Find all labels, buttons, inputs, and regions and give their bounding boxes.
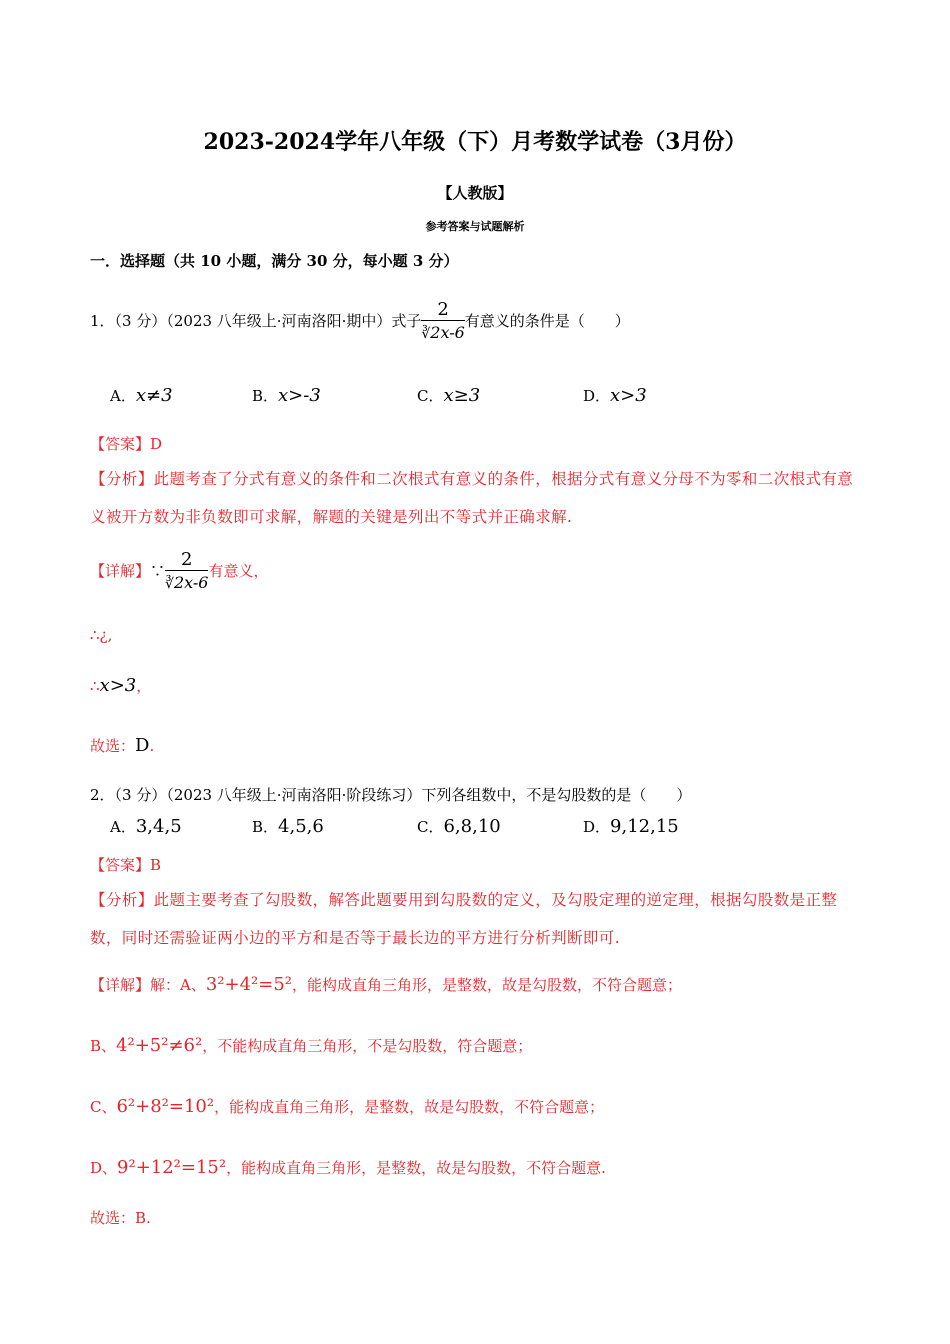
- answer-value: B: [150, 856, 162, 874]
- detail-prefix: C、: [90, 1098, 117, 1116]
- option-value: 3,4,5: [135, 816, 182, 837]
- option-label: D．: [583, 387, 611, 405]
- q2-detail-c: [90, 1096, 604, 1117]
- detail-math: 6²+8²=10²: [116, 1096, 215, 1117]
- answer-value: D: [150, 435, 163, 453]
- detail-text: ，能构成直角三角形，是整数，故是勾股数，不符合题意；: [214, 1098, 605, 1116]
- detail-prefix: D、: [90, 1159, 118, 1177]
- option-value: x>-3: [278, 385, 321, 406]
- option-label: C．: [417, 818, 444, 836]
- answer-label: 【答案】: [90, 435, 151, 453]
- q1-option-c: [417, 385, 480, 406]
- fraction-denominator: 2x-6: [173, 573, 209, 592]
- q1-detail: [90, 550, 268, 594]
- q1-choose: [90, 735, 154, 756]
- q2-analysis: [90, 881, 865, 957]
- cube-root-icon: ∛: [421, 326, 431, 342]
- analysis-label: 【分析】: [90, 891, 154, 909]
- fraction-numerator: 2: [437, 299, 449, 320]
- q1-analysis: [90, 460, 865, 536]
- option-label: A．: [110, 387, 136, 405]
- detail-math: 9²+12²=15²: [117, 1157, 227, 1178]
- q1-answer: [90, 433, 162, 454]
- section-heading: 一．选择题（共 10 小题，满分 30 分，每小题 3 分）: [90, 252, 459, 270]
- q2-answer: [90, 854, 161, 875]
- option-value: x≠3: [135, 385, 173, 406]
- q1-step-2: [90, 675, 151, 696]
- choose-value: D: [135, 735, 150, 756]
- q1-option-d: [583, 385, 647, 406]
- step-suffix: ，: [136, 677, 152, 695]
- detail-label: 【详解】: [90, 976, 151, 994]
- option-label: C．: [417, 387, 444, 405]
- option-label: B．: [252, 387, 279, 405]
- q2-detail-a: [90, 974, 682, 995]
- analysis-text: 此题主要考查了勾股数，解答此题要用到勾股数的定义，及勾股定理的逆定理，根据勾股数是正整数，同时还需验证两小边的平方和是否等于最长边的平方进行分析判断即可.: [90, 891, 838, 947]
- q2-option-c: [417, 816, 501, 837]
- detail-prefix: B、: [90, 1037, 117, 1055]
- option-value: x≥3: [443, 385, 481, 406]
- analysis-label: 【分析】: [90, 470, 154, 488]
- question-1-suffix: 有意义的条件是（ ）: [464, 312, 630, 330]
- q2-detail-b: [90, 1035, 532, 1056]
- fraction-denominator: 2x-6: [430, 323, 465, 342]
- detail-fraction: [165, 550, 208, 594]
- q2-option-b: [252, 816, 324, 837]
- q2-option-a: [110, 816, 182, 837]
- q2-option-d: [583, 816, 679, 837]
- option-value: 9,12,15: [610, 816, 679, 837]
- option-value: 4,5,6: [278, 816, 324, 837]
- detail-math: 4²+5²≠6²: [116, 1035, 203, 1056]
- option-value: 6,8,10: [443, 816, 501, 837]
- option-label: A．: [110, 818, 136, 836]
- step-math: x>3: [99, 675, 137, 696]
- page-title: 2023-2024学年八年级（下）月考数学试卷（3月份）: [203, 129, 747, 155]
- q1-option-b: [252, 385, 321, 406]
- detail-label: 【详解】: [90, 562, 151, 580]
- choose-end: .: [149, 737, 155, 755]
- analysis-text: 此题考查了分式有意义的条件和二次根式有意义的条件，根据分式有意义分母不为零和二次根式有意义被开方数为非负数即可求解，解题的关键是列出不等式并正确求解.: [90, 470, 854, 526]
- question-1-prefix: 1．（3 分）（2023 八年级上·河南洛阳·期中）式子: [90, 312, 422, 330]
- detail-prefix: 解：A、: [150, 976, 206, 994]
- detail-math: 3²+4²=5²: [205, 974, 293, 995]
- q2-detail-d: [90, 1157, 606, 1178]
- cube-root-icon: ∛: [165, 576, 174, 592]
- question-1-fraction: [421, 300, 464, 344]
- question-2-stem: 2．（3 分）（2023 八年级上·河南洛阳·阶段练习）下列各组数中，不是勾股数的是（ ）: [90, 786, 692, 804]
- detail-text: ，能构成直角三角形，是整数，故是勾股数，不符合题意.: [226, 1159, 606, 1177]
- q1-step-1: ∴¿,: [90, 626, 113, 644]
- detail-text: ，能构成直角三角形，是整数，故是勾股数，不符合题意；: [292, 976, 683, 994]
- fraction-numerator: 2: [181, 549, 193, 570]
- therefore-icon: ∴: [90, 677, 100, 695]
- choose-label: 故选：: [90, 737, 136, 755]
- option-label: B．: [252, 818, 279, 836]
- q2-choose: 故选：B.: [90, 1209, 151, 1227]
- option-label: D．: [583, 818, 611, 836]
- answer-label: 【答案】: [90, 856, 151, 874]
- detail-text: ，不能构成直角三角形，不是勾股数，符合题意；: [202, 1037, 533, 1055]
- q1-option-a: [110, 385, 173, 406]
- detail-suffix: 有意义，: [208, 562, 269, 580]
- option-value: x>3: [610, 385, 647, 406]
- edition-label: 【人教版】: [437, 184, 513, 202]
- because-icon: ∵: [150, 562, 166, 580]
- subtitle: 参考答案与试题解析: [425, 220, 525, 233]
- question-1-stem: [90, 300, 630, 344]
